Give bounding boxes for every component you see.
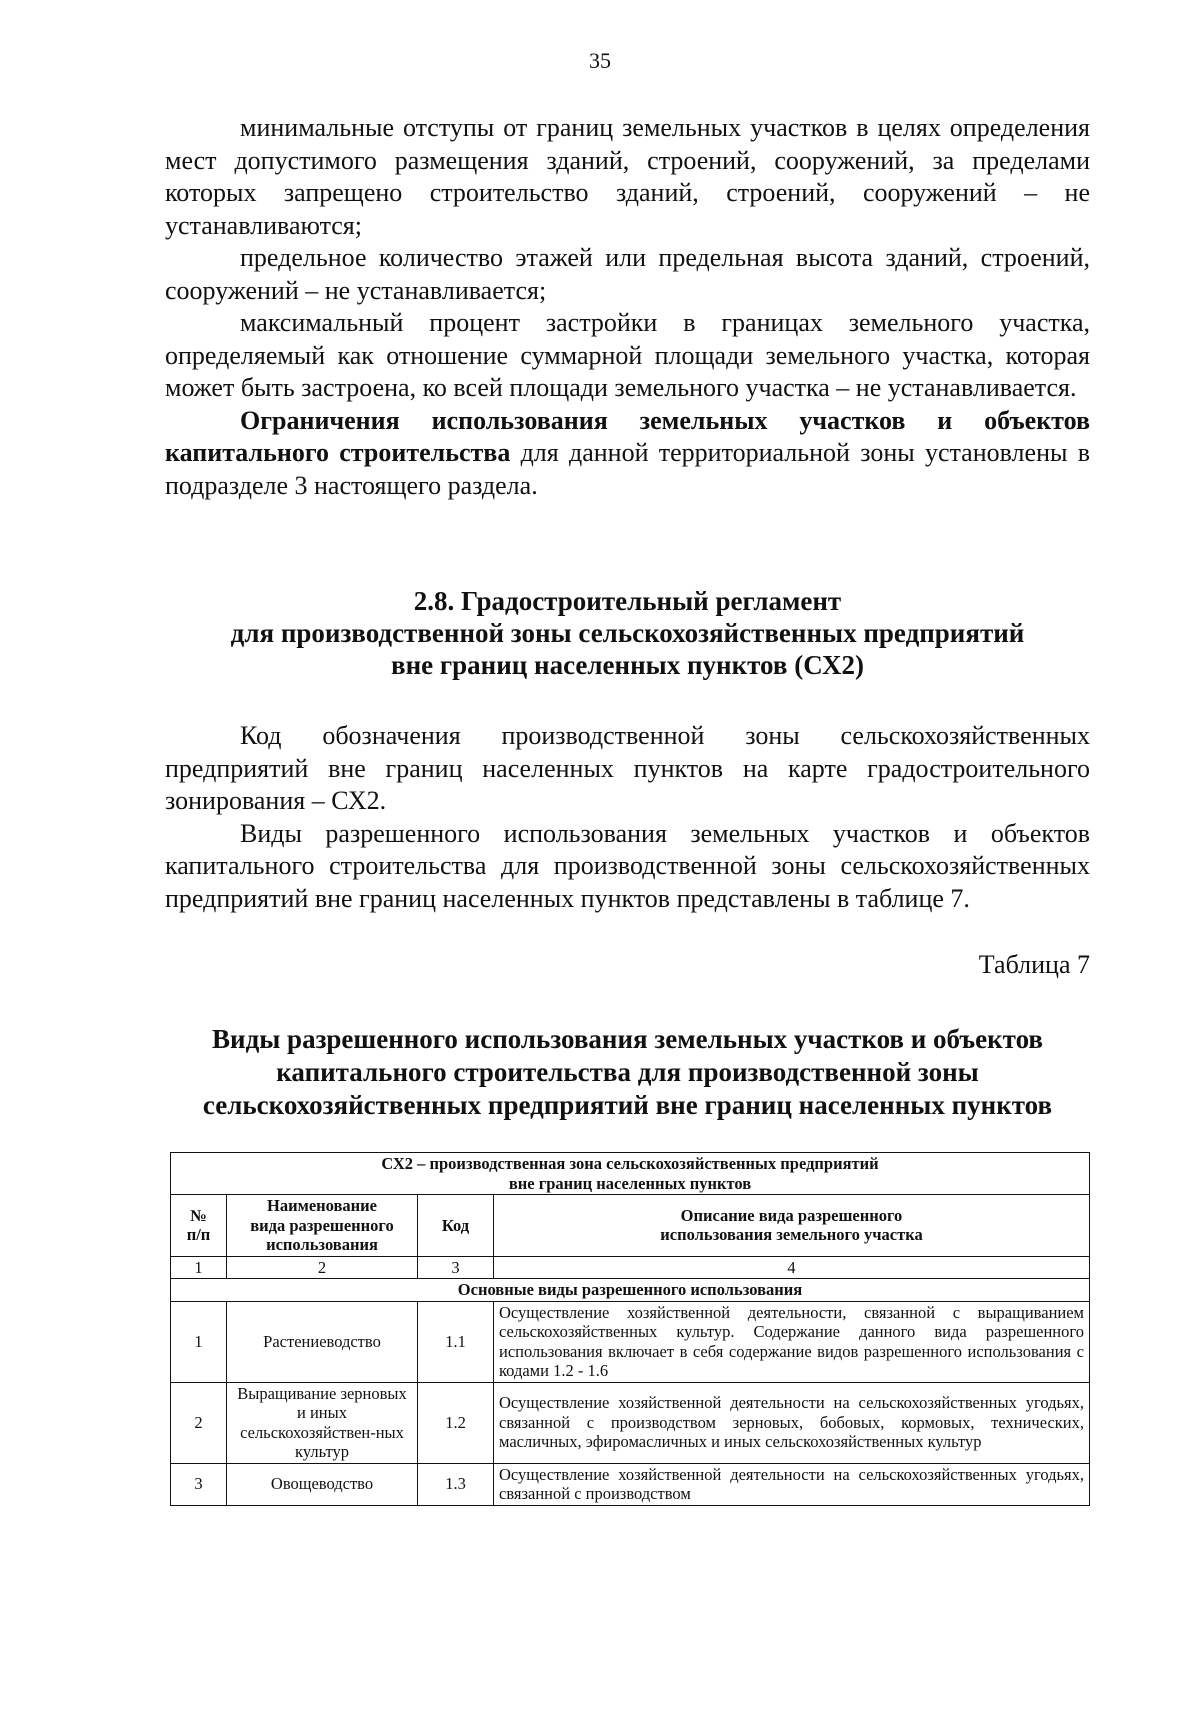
col-number: 4 (494, 1256, 1090, 1279)
section-title-line1: 2.8. Градостроительный регламент (413, 586, 842, 616)
header-name-line3: использования (266, 1235, 378, 1254)
section-title-line2: для производственной зоны сельскохозяйственных предприятий (230, 618, 1025, 648)
header-name-line2: вида разрешенного (250, 1215, 394, 1235)
header-desc (494, 1195, 1090, 1257)
row-name: Овощеводство (227, 1463, 418, 1505)
header-name-line1: Наименование (267, 1196, 377, 1215)
row-desc: Осуществление хозяйственной деятельности на сельскохозяйственных угодьях, связанной с производством зерновых, бобовых, кормовых, технических, масличных, эфиромасличных и иных сельскохозяйственных культур (494, 1382, 1090, 1463)
paragraph-build-percent: максимальный процент застройки в границах земельного участка, определяемый как отношение суммарной площади земельного участка, которая может быть застроена, ко всей площади земельного участка – не устанавливается. (165, 308, 1090, 402)
regulation-table (170, 1152, 1090, 1506)
header-name (227, 1195, 418, 1257)
paragraph-floors: предельное количество этажей или предельная высота зданий, строений, сооружений – не устанавливается; (165, 243, 1090, 305)
section-title-line3: вне границ населенных пунктов (СХ2) (390, 650, 864, 680)
row-name: Растениеводство (227, 1301, 418, 1382)
group-header-row (171, 1279, 1090, 1302)
header-num (171, 1195, 227, 1257)
row-num: 2 (171, 1382, 227, 1463)
row-name: Выращивание зерновых и иных сельскохозяйствен-ных культур (227, 1382, 418, 1463)
row-desc: Осуществление хозяйственной деятельности, связанной с выращиванием сельскохозяйственных культур. Содержание данного вида разрешенного использования включает в себя содержание видов разрешенного использования с кодами 1.2 - 1.6 (494, 1301, 1090, 1382)
table-row (171, 1463, 1090, 1505)
group-header: Основные виды разрешенного использования (171, 1279, 1090, 1302)
header-num-line2: п/п (186, 1225, 211, 1245)
paragraph-setbacks: минимальные отступы от границ земельных участков в целях определения мест допустимого размещения зданий, строений, сооружений, за пределами которых запрещено строительство зданий, строений, сооружений – не устанавливаются; (165, 113, 1090, 240)
col-number: 1 (171, 1256, 227, 1279)
column-number-row (171, 1256, 1090, 1279)
row-code: 1.1 (418, 1301, 494, 1382)
header-desc-line1: Описание вида разрешенного (680, 1205, 903, 1225)
col-number: 3 (418, 1256, 494, 1279)
header-num-line1: № (190, 1205, 207, 1225)
table-title-line1: Виды разрешенного использования земельных участков и объектов (212, 1024, 1043, 1054)
zone-header-row (171, 1153, 1090, 1195)
zone-header-cell (171, 1153, 1090, 1195)
row-code: 1.2 (418, 1382, 494, 1463)
body-text (165, 112, 1090, 502)
header-desc-line2: использования земельного участка (660, 1225, 923, 1245)
header-code: Код (418, 1195, 494, 1257)
paragraph-zone-types: Виды разрешенного использования земельных участков и объектов капитального строительства для производственной зоны сельскохозяйственных предприятий вне границ населенных пунктов представлены в таблице 7. (165, 818, 1090, 913)
restrictions-rest: для данной территориальной зоны установлены в подразделе 3 настоящего раздела. (165, 438, 1090, 500)
table-row (171, 1301, 1090, 1382)
table-label: Таблица 7 (978, 950, 1090, 979)
restrictions-bold: Ограничения использования земельных участков и объектов капитального строительства (165, 405, 1090, 467)
paragraph-zone-code: Код обозначения производственной зоны сельскохозяйственных предприятий вне границ населенных пунктов на карте градостроительного зонирования – СХ2. (165, 721, 1090, 815)
zone-header-line2: вне границ населенных пунктов (508, 1173, 752, 1193)
row-num: 3 (171, 1463, 227, 1505)
paragraph-restrictions (165, 405, 1090, 503)
section-text (165, 720, 1090, 915)
row-code: 1.3 (418, 1463, 494, 1505)
table-row (171, 1382, 1090, 1463)
table-title-line2: капитального строительства для производственной зоны (276, 1057, 979, 1087)
table-title-line3: сельскохозяйственных предприятий вне границ населенных пунктов (202, 1090, 1053, 1120)
row-num: 1 (171, 1301, 227, 1382)
row-desc: Осуществление хозяйственной деятельности на сельскохозяйственных угодьях, связанной с производством (494, 1463, 1090, 1505)
zone-header-line1: СХ2 – производственная зона сельскохозяйственных предприятий (381, 1154, 879, 1173)
col-number: 2 (227, 1256, 418, 1279)
section-title (165, 585, 1090, 681)
page-number: 35 (589, 48, 611, 73)
table-title (165, 1023, 1090, 1122)
column-header-row (171, 1195, 1090, 1257)
